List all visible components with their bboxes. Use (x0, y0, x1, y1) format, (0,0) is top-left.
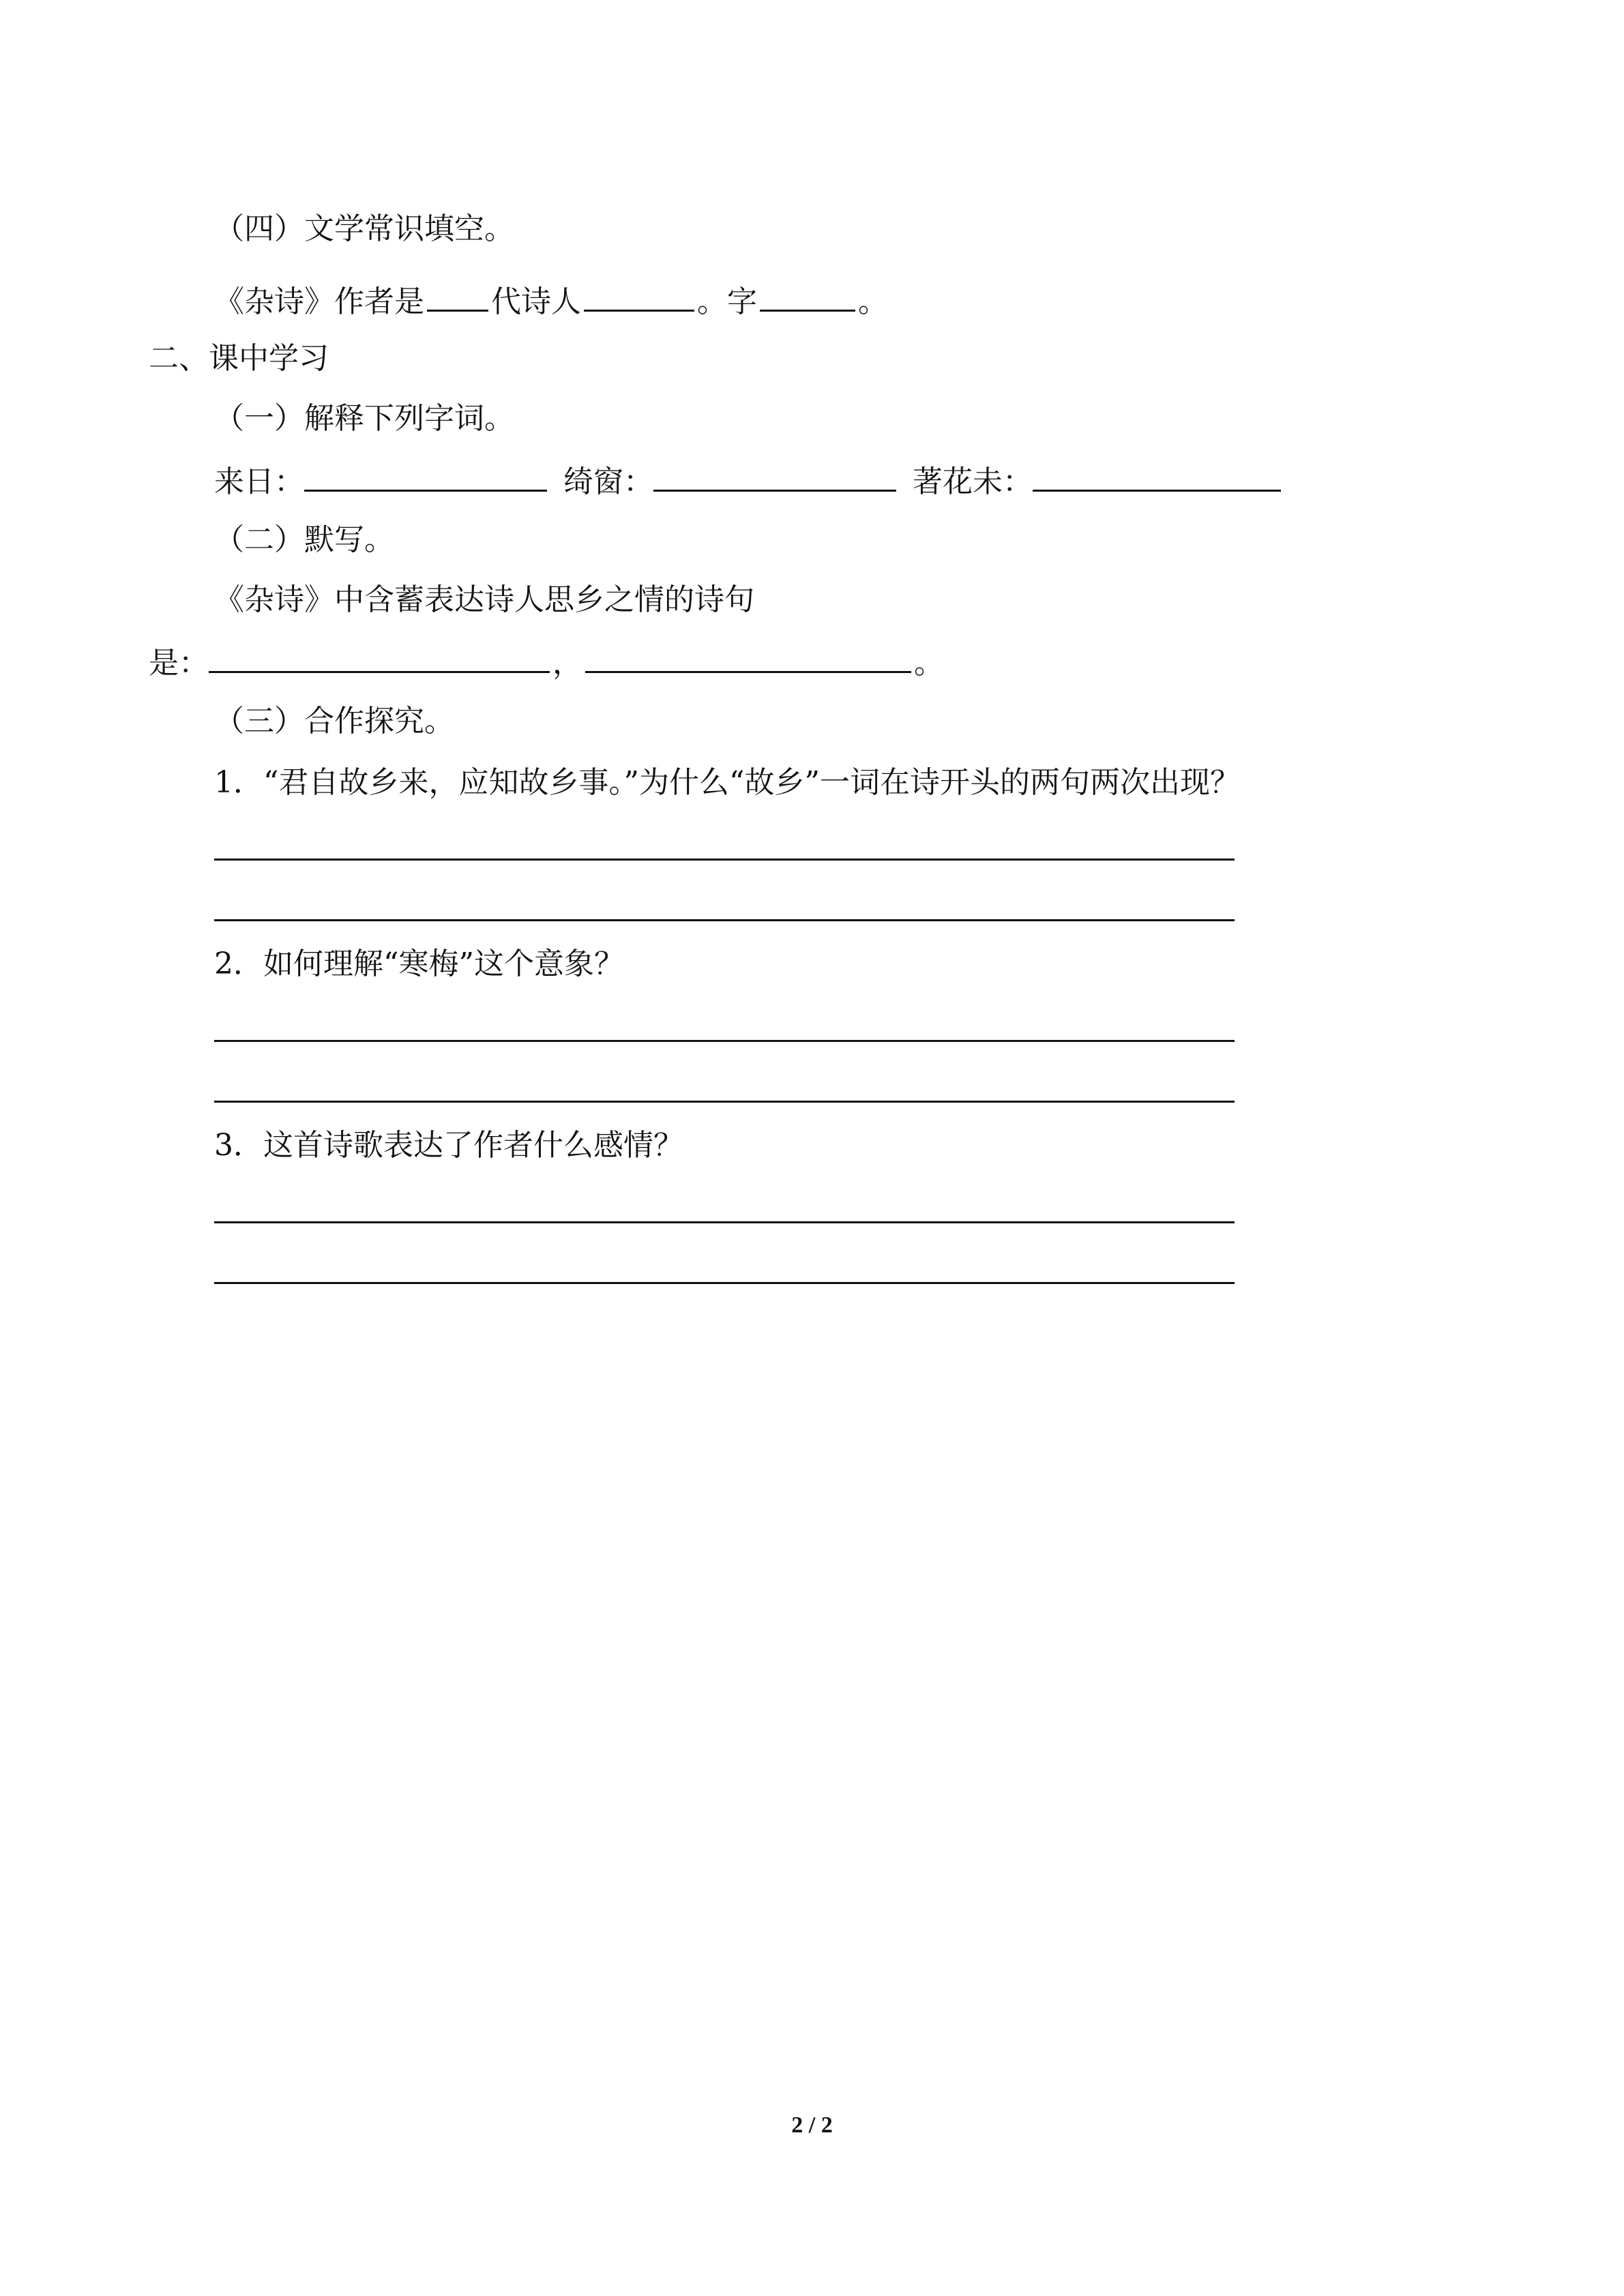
term-blank-2[interactable] (653, 460, 896, 492)
dictation-answer-line (149, 641, 944, 684)
fill-mid-text-2: 。字 (697, 284, 757, 319)
answer-line-q1-b[interactable] (214, 919, 1235, 921)
answer-line-q2-b[interactable] (214, 1101, 1235, 1103)
dictation-end: 。 (914, 646, 944, 681)
dictation-blank-2[interactable] (585, 641, 911, 673)
fill-mid-text-1: 代诗人 (491, 284, 581, 319)
question-1: 1．“君自故乡来，应知故乡事。”为什么“故乡”一词在诗开头的两句两次出现？ (214, 765, 1240, 800)
subsection-heading-word-explanation: （一）解释下列字词。 (214, 401, 514, 436)
answer-line-q3-a[interactable] (214, 1221, 1235, 1223)
question-3: 3．这首诗歌表达了作者什么感情？ (214, 1128, 683, 1163)
term-blank-3[interactable] (1033, 460, 1281, 492)
answer-line-q3-b[interactable] (214, 1282, 1235, 1284)
dynasty-blank[interactable] (427, 280, 488, 312)
subsection-heading-literary-knowledge: （四）文学常识填空。 (214, 211, 514, 246)
page-number: 2 / 2 (791, 2113, 833, 2138)
answer-line-q1-a[interactable] (214, 859, 1235, 861)
dictation-prompt: 《杂诗》中含蓄表达诗人思乡之情的诗句 (214, 582, 754, 617)
question-2: 2．如何理解“寒梅”这个意象？ (214, 946, 624, 981)
term-blank-1[interactable] (304, 460, 547, 492)
subsection-heading-dictation: （二）默写。 (214, 522, 394, 557)
courtesy-name-blank[interactable] (760, 280, 855, 312)
dictation-lead-text: 是： (149, 646, 209, 681)
fill-prefix-text: 《杂诗》作者是 (214, 284, 424, 319)
word-explanation-line (214, 460, 1284, 503)
section-heading-in-class-study: 二、课中学习 (149, 341, 329, 376)
term-label-3: 著花未： (913, 464, 1033, 499)
term-label-2: 绮窗： (563, 464, 653, 499)
subsection-heading-cooperative-inquiry: （三）合作探究。 (214, 704, 454, 739)
answer-line-q2-a[interactable] (214, 1040, 1235, 1042)
fill-end-text: 。 (858, 284, 888, 319)
dictation-comma: ， (552, 646, 582, 681)
dictation-blank-1[interactable] (209, 641, 550, 673)
poet-name-blank[interactable] (584, 280, 694, 312)
term-label-1: 来日： (214, 464, 304, 499)
literary-knowledge-fill-line (214, 280, 888, 323)
